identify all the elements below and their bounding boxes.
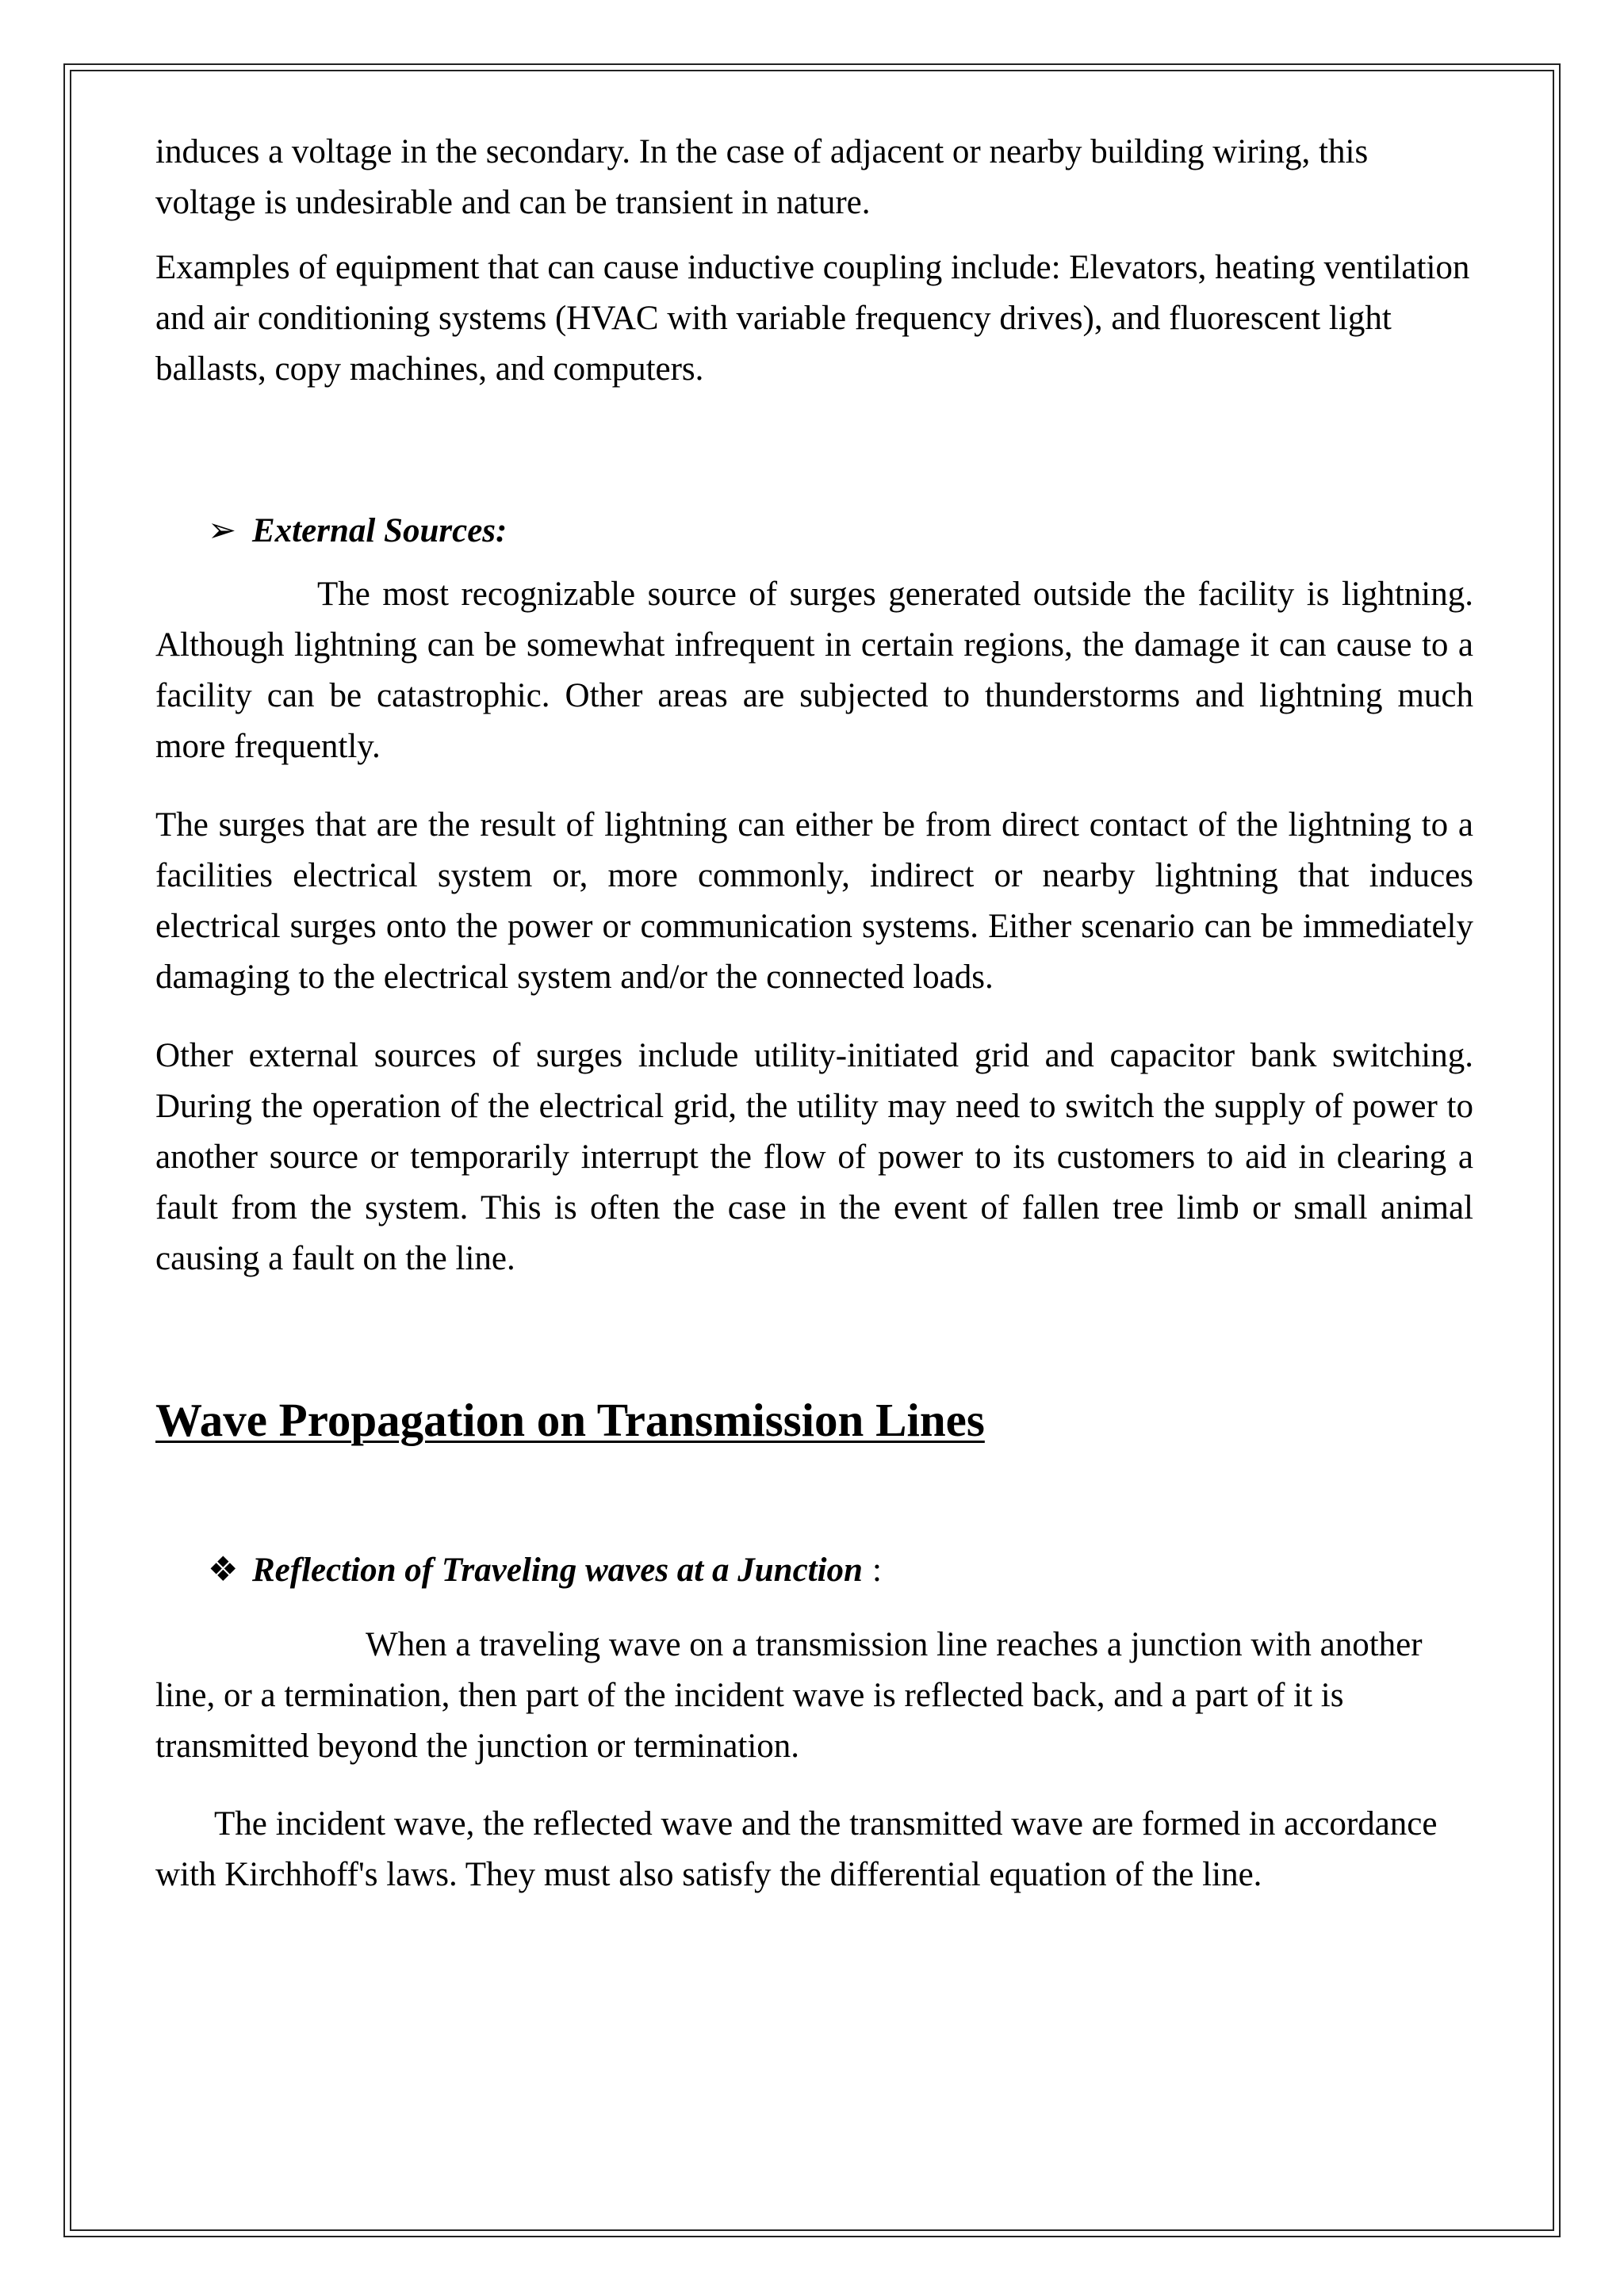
arrow-bullet-icon: ➢ (208, 512, 237, 549)
section-external-sources (208, 506, 1473, 557)
section-title-external-sources: External Sources: (252, 512, 508, 549)
section-reflection (208, 1545, 1473, 1596)
section-title-colon: : (871, 1552, 882, 1589)
diamond-bullet-icon: ❖ (208, 1552, 239, 1589)
paragraph-secondary-voltage: induces a voltage in the secondary. In the case of adjacent or nearby building wiring, this voltage is undesirable and can be transient in nature. (155, 133, 1369, 221)
heading-wave-propagation: Wave Propagation on Transmission Lines (155, 1394, 985, 1446)
paragraph-kirchhoff: The incident wave, the reflected wave and the transmitted wave are formed in accordance with Kirchhoff's laws. They must also satisfy the differential equation of the line. (155, 1805, 1438, 1893)
page-content (155, 127, 1473, 1900)
paragraph-grid-switching: Other external sources of surges include utility-initiated grid and capacitor bank switching. During the operation of the electrical grid, the utility may need to switch the supply of power to another source or temporarily interrupt the flow of power to its customers to aid in clearing a fault from the system. This is often the case in the event of fallen tree limb or small animal causing a fault on the line. (155, 1037, 1473, 1277)
paragraph-traveling-wave-junction: When a traveling wave on a transmission line reaches a junction with another line, or a termination, then part of the incident wave is reflected back, and a part of it is transmitted beyond the junction or termination. (155, 1626, 1423, 1765)
paragraph-lightning-surges: The surges that are the result of lightning can either be from direct contact of the lightning to a facilities electrical system or, more commonly, indirect or nearby lightning that induces electrical surges onto the power or communication systems. Either scenario can be immediately damaging to the electrical system and/or the connected loads. (155, 806, 1473, 996)
section-title-reflection: Reflection of Traveling waves at a Junction (252, 1552, 863, 1589)
paragraph-inductive-coupling-examples: Examples of equipment that can cause inductive coupling include: Elevators, heating ventilation and air conditioning systems (HVAC with variable frequency drives), and fluorescent light ballasts, copy machines, and computers. (155, 249, 1470, 388)
paragraph-lightning: The most recognizable source of surges generated outside the facility is lightning. Although lightning can be somewhat infrequent in certain regions, the damage it can cause to a facility can be catastrophic. Other areas are subjected to thunderstorms and lightning much more frequently. (155, 576, 1473, 765)
